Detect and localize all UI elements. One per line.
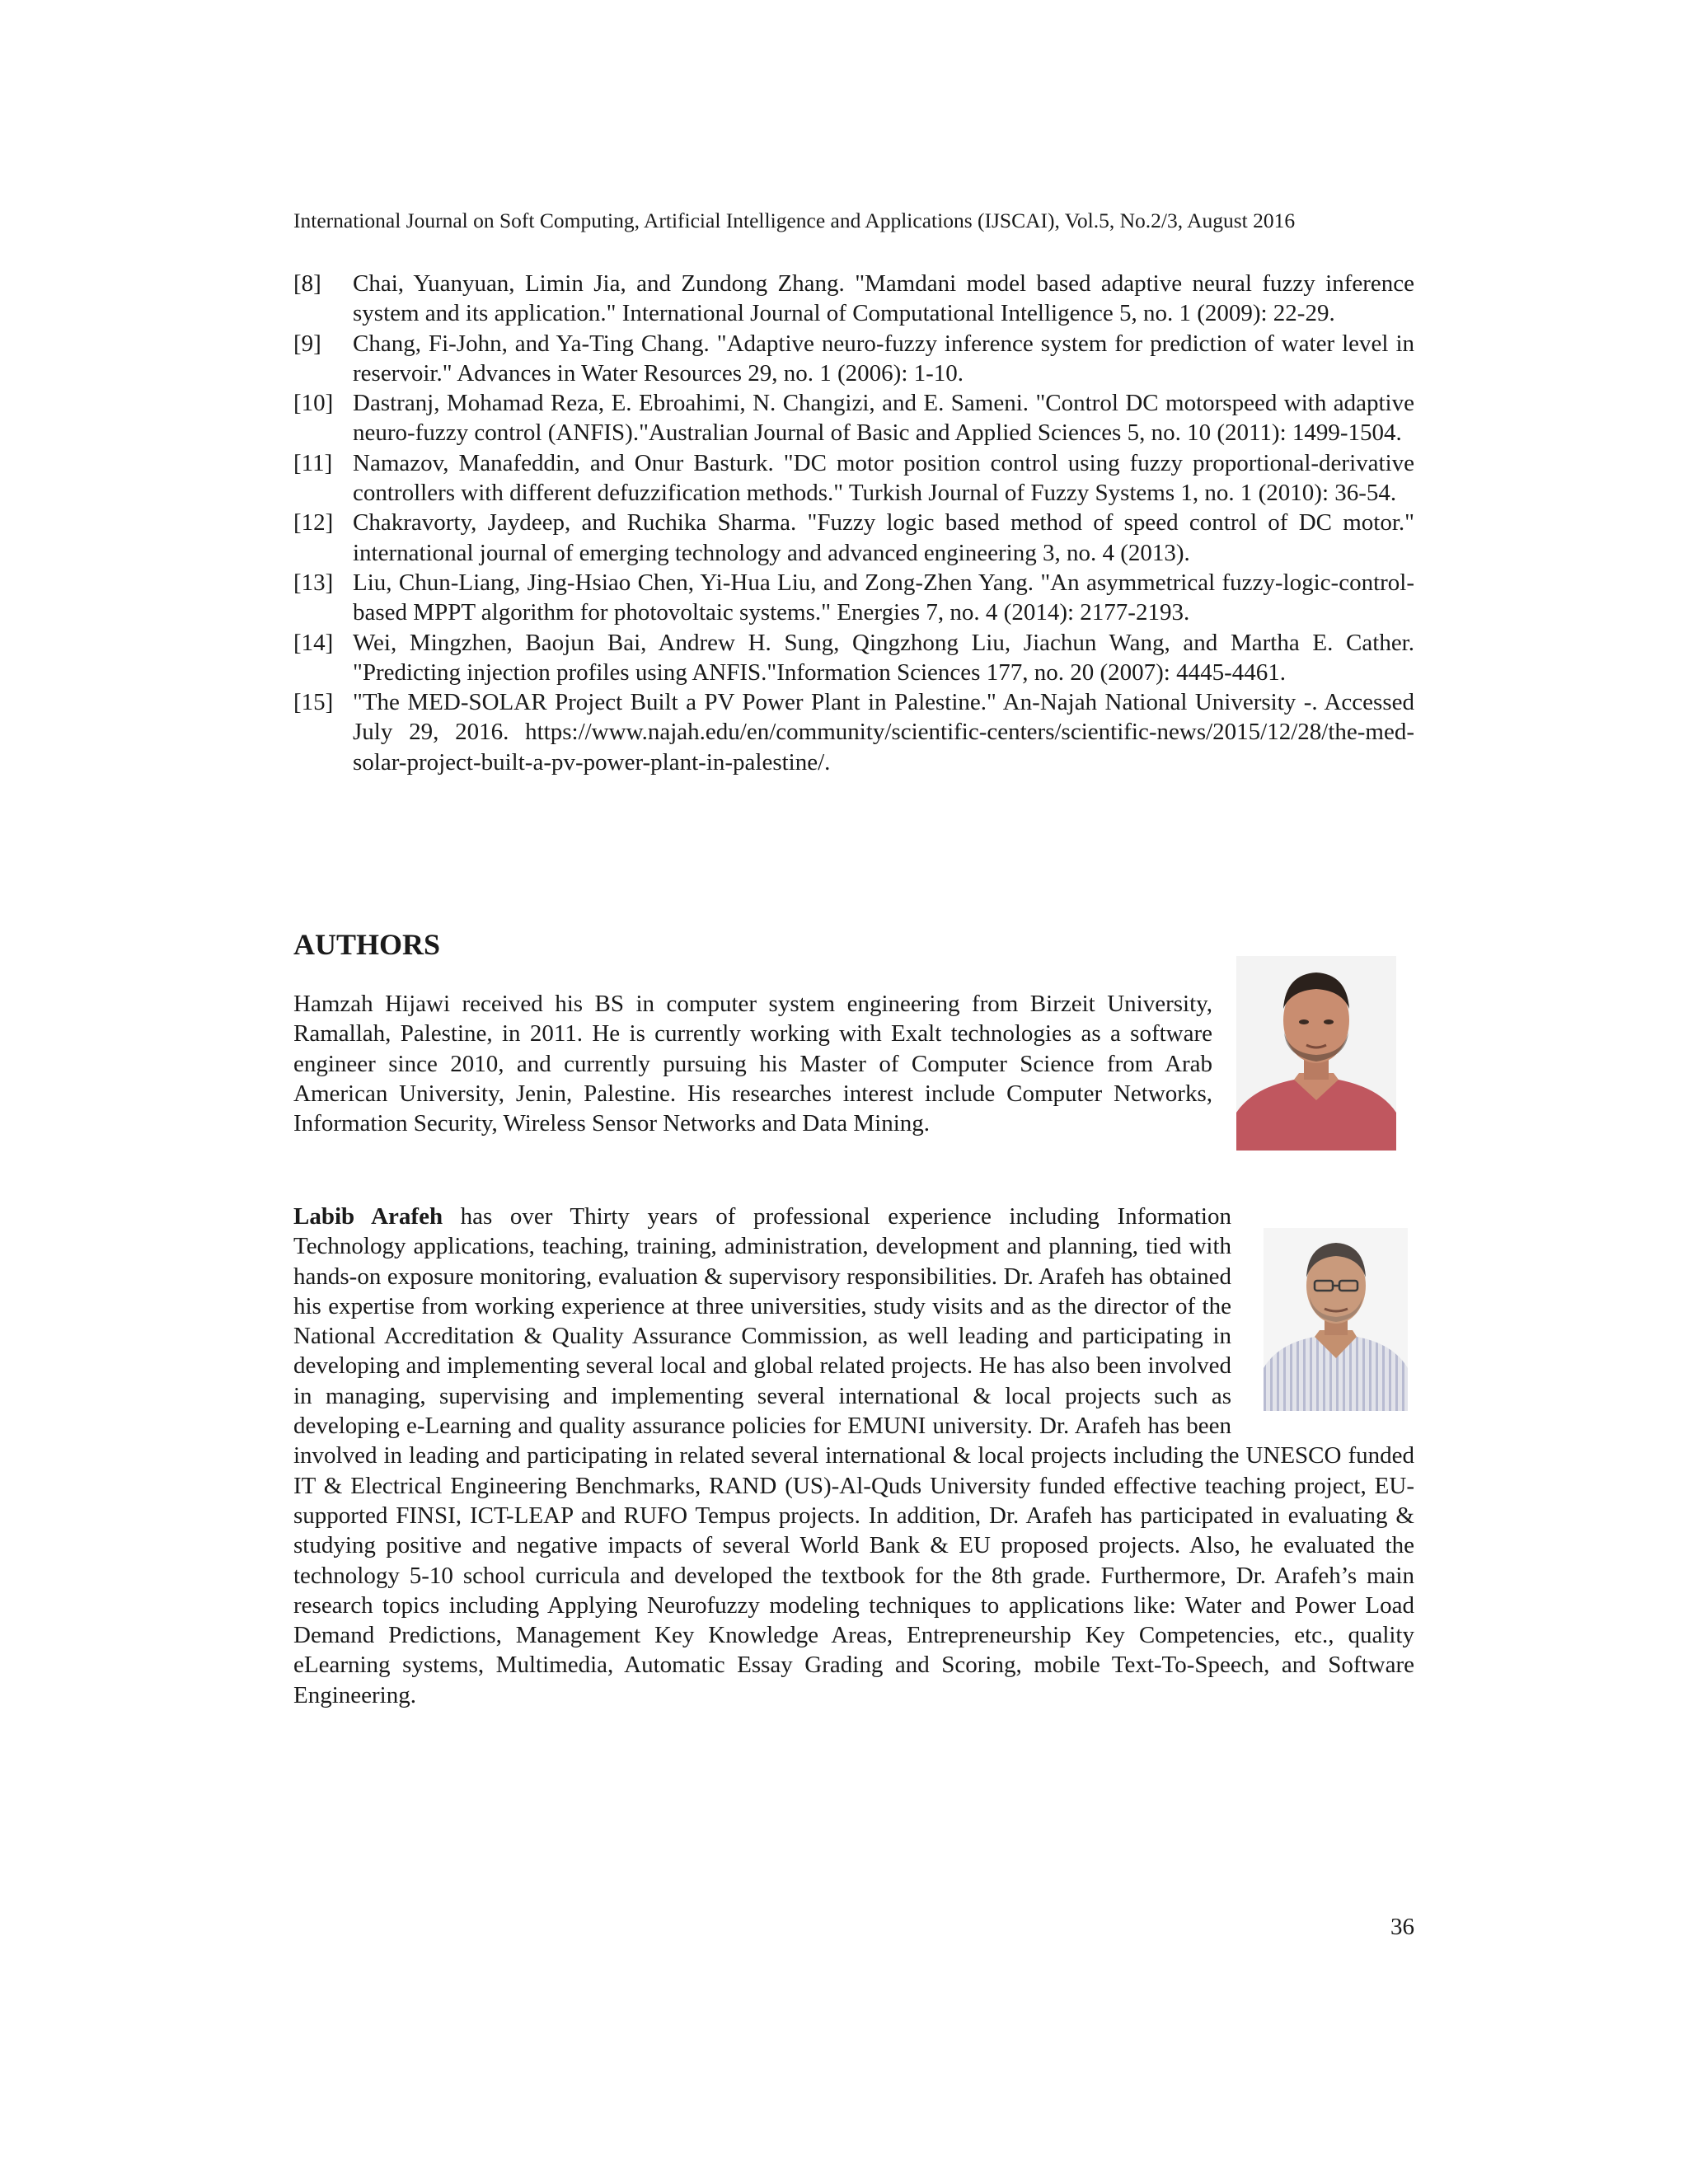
reference-text: Dastranj, Mohamad Reza, E. Ebroahimi, N. Changizi, and E. Sameni. "Control DC motorspeed with adaptive neuro-fuzzy control (ANFIS)."Australian Journal of Basic and Applied Sciences 5, no. 10 (2011): 1499-1504. (353, 390, 1414, 447)
reference-text: Liu, Chun-Liang, Jing-Hsiao Chen, Yi-Hua Liu, and Zong-Zhen Yang. "An asymmetrical fuzzy-logic-control-based MPPT algorithm for photovoltaic systems." Energies 7, no. 4 (2014): 2177-2193. (353, 569, 1414, 626)
reference-number: [11] (293, 449, 333, 476)
photo-spacer (1231, 1202, 1414, 1437)
reference-text: Chang, Fi-John, and Ya-Ting Chang. "Adaptive neuro-fuzzy inference system for prediction of water level in reservoir." Advances in Water Resources 29, no. 1 (2006): 1-10. (353, 330, 1414, 387)
reference-item (293, 508, 1414, 568)
author1-portrait-icon (1236, 956, 1396, 1151)
reference-text: Chai, Yuanyuan, Limin Jia, and Zundong Zhang. "Mamdani model based adaptive neural fuzzy inference system and its application." International Journal of Computational Intelligence 5, no. 1 (2009): 22-29. (353, 270, 1414, 327)
reference-number: [12] (293, 509, 334, 537)
author1-bio: Hamzah Hijawi received his BS in computer system engineering from Birzeit University, Ramallah, Palestine, in 2011. He is currently working with Exalt technologies as a software engineer since 2010, and currently pursuing his Master of Computer Science from Arab American University, Jenin, Palestine. His researches interest include Computer Networks, Information Security, Wireless Sensor Networks and Data Mining. (293, 991, 1212, 1137)
reference-number: [15] (293, 689, 334, 716)
reference-item (293, 628, 1414, 688)
reference-item (293, 269, 1414, 329)
author2-bio-text: has over Thirty years of professional experience including Information Technology applications, teaching, training, administration, development and planning, tied with hands-on exposure monitoring, evaluation & supervisory responsibilities. Dr. Arafeh has obtained his expertise from working experience at three universities, study visits and as the director of the National Accreditation & Quality Assurance Commission, as well leading and participating in developing and implementing several local and global related projects. He has also been involved in managing, supervising and implementing several international & local projects such as developing e-Learning and quality assurance policies for EMUNI university. Dr. Arafeh has been involved in leading and participating in related several international & local projects including the UNESCO funded IT & Electrical Engineering Benchmarks, RAND (US)-Al-Quds University funded effective teaching project, EU-supported FINSI, ICT-LEAP and RUFO Tempus projects. In addition, Dr. Arafeh has participated in evaluating & studying positive and negative impacts of several World Bank & EU proposed projects. Also, he evaluated the technology 5-10 school curricula and developed the textbook for the 8th grade. Furthermore, Dr. Arafeh’s main research topics including Applying Neurofuzzy modeling techniques to applications like: Water and Power Load Demand Predictions, Management Key Knowledge Areas, Entrepreneurship Key Competencies, etc., quality eLearning systems, Multimedia, Automatic Essay Grading and Scoring, mobile Text-To-Speech, and Software Engineering. (293, 1203, 1414, 1708)
reference-item (293, 687, 1414, 777)
reference-text: Wei, Mingzhen, Baojun Bai, Andrew H. Sung, Qingzhong Liu, Jiachun Wang, and Martha E. Cather. "Predicting injection profiles using ANFIS."Information Sciences 177, no. 20 (2007): 4445-4461. (353, 629, 1414, 686)
reference-number: [8] (293, 270, 321, 297)
reference-number: [13] (293, 569, 334, 596)
reference-number: [14] (293, 629, 334, 656)
reference-item (293, 329, 1414, 389)
reference-number: [9] (293, 330, 321, 357)
author2-name: Labib Arafeh (293, 1203, 443, 1230)
author2-bio (293, 1202, 1414, 1710)
reference-number: [10] (293, 390, 334, 417)
reference-item (293, 388, 1414, 448)
page-number: 36 (1390, 1914, 1414, 1940)
running-header: International Journal on Soft Computing, Artificial Intelligence and Applications (IJSCAI), Vol.5, No.2/3, August 2016 (293, 209, 1296, 232)
reference-item (293, 448, 1414, 509)
reference-list (293, 269, 1414, 777)
authors-heading: AUTHORS (293, 928, 441, 961)
reference-item (293, 568, 1414, 628)
reference-text: "The MED-SOLAR Project Built a PV Power Plant in Palestine." An-Najah National University -. Accessed July 29, 2016. https://www.najah.edu/en/community/scientific-centers/scientific-news/2015/12/28/the-med-solar-project-built-a-pv-power-plant-in-palestine/. (353, 689, 1414, 776)
reference-text: Chakravorty, Jaydeep, and Ruchika Sharma. "Fuzzy logic based method of speed control of DC motor." international journal of emerging technology and advanced engineering 3, no. 4 (2013). (353, 509, 1414, 566)
reference-text: Namazov, Manafeddin, and Onur Basturk. "DC motor position control using fuzzy proportional-derivative controllers with different defuzzification methods." Turkish Journal of Fuzzy Systems 1, no. 1 (2010): 36-54. (353, 449, 1414, 507)
author1-photo (1236, 956, 1396, 1151)
